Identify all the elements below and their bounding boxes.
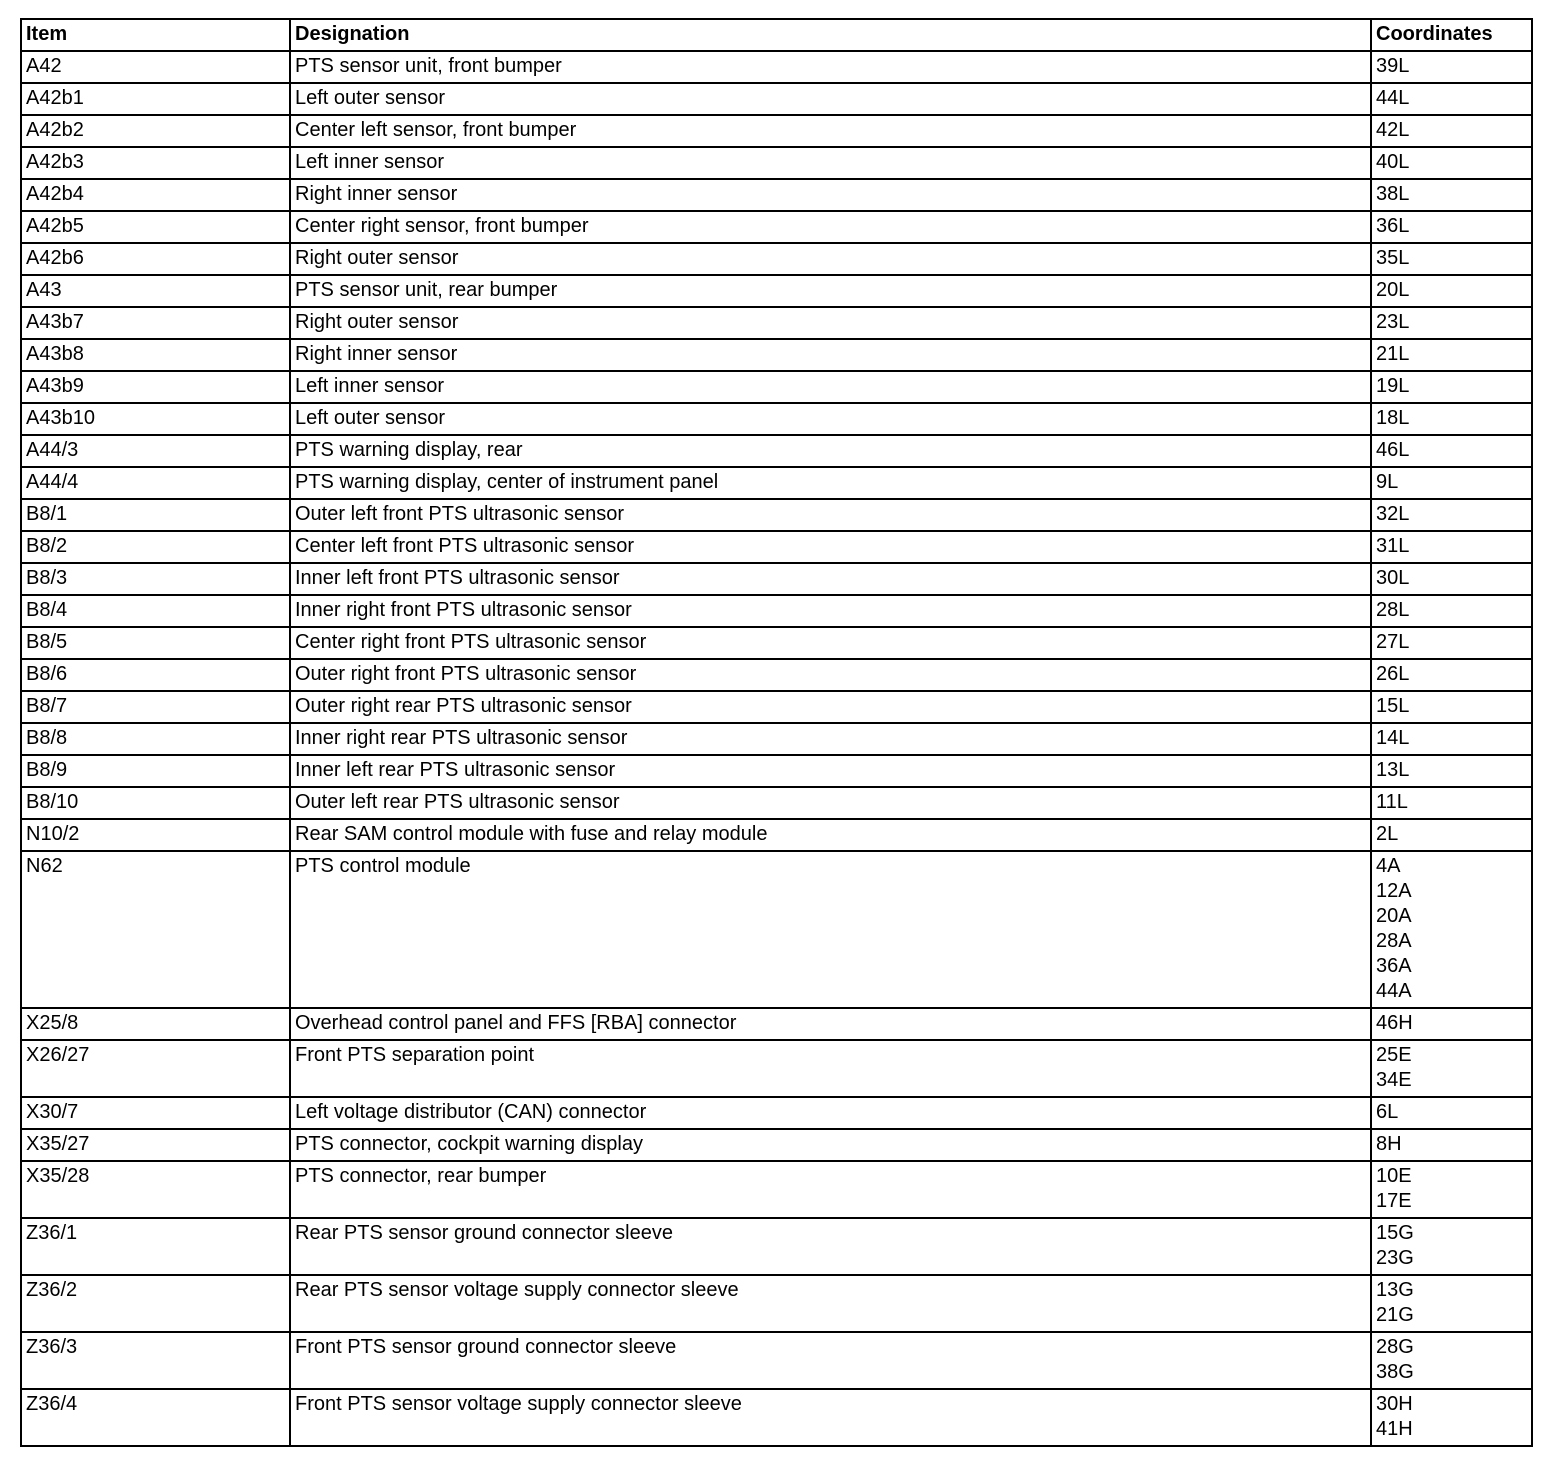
table-row xyxy=(21,339,1532,371)
coordinates-cell xyxy=(1371,115,1532,147)
designation-cell: Front PTS separation point xyxy=(290,1040,1371,1097)
coordinates-cell xyxy=(1371,851,1532,1008)
header-designation: Designation xyxy=(290,19,1371,51)
coordinates-cell xyxy=(1371,1275,1532,1332)
designation-cell: Outer left front PTS ultrasonic sensor xyxy=(290,499,1371,531)
item-cell: X25/8 xyxy=(21,1008,290,1040)
table-row xyxy=(21,243,1532,275)
item-cell: B8/10 xyxy=(21,787,290,819)
table-row xyxy=(21,1161,1532,1218)
coordinate-value: 30L xyxy=(1376,567,1410,589)
coordinates-cell xyxy=(1371,563,1532,595)
designation-cell: Left inner sensor xyxy=(290,371,1371,403)
coordinates-cell xyxy=(1371,691,1532,723)
coordinates-cell xyxy=(1371,1040,1532,1097)
coordinate-value: 15G xyxy=(1376,1222,1414,1244)
item-cell: X26/27 xyxy=(21,1040,290,1097)
designation-cell: Right outer sensor xyxy=(290,243,1371,275)
coordinates-cell xyxy=(1371,1218,1532,1275)
coordinates-cell xyxy=(1371,787,1532,819)
coordinate-value: 46L xyxy=(1376,439,1410,461)
coordinates-cell xyxy=(1371,1129,1532,1161)
table-body xyxy=(21,51,1532,1446)
header-item: Item xyxy=(21,19,290,51)
coordinate-value: 36A xyxy=(1376,955,1412,977)
item-cell: B8/8 xyxy=(21,723,290,755)
item-cell: Z36/1 xyxy=(21,1218,290,1275)
item-cell: B8/1 xyxy=(21,499,290,531)
table-row xyxy=(21,1332,1532,1389)
coordinate-value: 15L xyxy=(1376,695,1410,717)
table-row xyxy=(21,531,1532,563)
table-row xyxy=(21,723,1532,755)
designation-cell: Left inner sensor xyxy=(290,147,1371,179)
coordinate-value: 10E xyxy=(1376,1165,1412,1187)
item-cell: A43b8 xyxy=(21,339,290,371)
item-cell: A42b2 xyxy=(21,115,290,147)
item-cell: Z36/3 xyxy=(21,1332,290,1389)
coordinate-value: 21G xyxy=(1376,1304,1414,1326)
coordinate-value: 46H xyxy=(1376,1012,1413,1034)
item-cell: Z36/4 xyxy=(21,1389,290,1446)
coordinates-cell xyxy=(1371,1332,1532,1389)
item-cell: B8/9 xyxy=(21,755,290,787)
coordinate-value: 17E xyxy=(1376,1190,1412,1212)
item-cell: N10/2 xyxy=(21,819,290,851)
coordinates-cell xyxy=(1371,659,1532,691)
coordinates-cell xyxy=(1371,499,1532,531)
item-cell: A43b10 xyxy=(21,403,290,435)
designation-cell: Right outer sensor xyxy=(290,307,1371,339)
coordinates-cell xyxy=(1371,1161,1532,1218)
coordinate-value: 30H xyxy=(1376,1393,1413,1415)
item-cell: A43b9 xyxy=(21,371,290,403)
table-row xyxy=(21,499,1532,531)
designation-cell: Center left sensor, front bumper xyxy=(290,115,1371,147)
item-cell: B8/2 xyxy=(21,531,290,563)
coordinate-value: 23G xyxy=(1376,1247,1414,1269)
designation-cell: Left outer sensor xyxy=(290,83,1371,115)
designation-cell: Center left front PTS ultrasonic sensor xyxy=(290,531,1371,563)
coordinates-cell xyxy=(1371,51,1532,83)
table-row xyxy=(21,371,1532,403)
item-cell: A44/4 xyxy=(21,467,290,499)
coordinates-cell xyxy=(1371,819,1532,851)
item-cell: A42b1 xyxy=(21,83,290,115)
coordinate-value: 40L xyxy=(1376,151,1410,173)
coordinate-value: 27L xyxy=(1376,631,1410,653)
table-row xyxy=(21,1097,1532,1129)
coordinates-cell xyxy=(1371,83,1532,115)
table-row xyxy=(21,659,1532,691)
coordinates-cell xyxy=(1371,1389,1532,1446)
designation-cell: PTS sensor unit, rear bumper xyxy=(290,275,1371,307)
designation-cell: Center right front PTS ultrasonic sensor xyxy=(290,627,1371,659)
coordinate-value: 38G xyxy=(1376,1361,1414,1383)
coordinates-cell xyxy=(1371,1008,1532,1040)
coordinates-cell xyxy=(1371,307,1532,339)
coordinate-value: 28L xyxy=(1376,599,1410,621)
item-cell: A42b4 xyxy=(21,179,290,211)
table-row xyxy=(21,435,1532,467)
table-row xyxy=(21,1129,1532,1161)
coordinates-cell xyxy=(1371,1097,1532,1129)
designation-cell: PTS sensor unit, front bumper xyxy=(290,51,1371,83)
coordinate-value: 38L xyxy=(1376,183,1410,205)
coordinate-value: 35L xyxy=(1376,247,1410,269)
designation-cell: Right inner sensor xyxy=(290,179,1371,211)
designation-cell: PTS connector, cockpit warning display xyxy=(290,1129,1371,1161)
table-row xyxy=(21,851,1532,1008)
item-cell: B8/5 xyxy=(21,627,290,659)
designation-cell: Front PTS sensor ground connector sleeve xyxy=(290,1332,1371,1389)
table-row xyxy=(21,1389,1532,1446)
coordinate-value: 31L xyxy=(1376,535,1410,557)
coordinates-cell xyxy=(1371,275,1532,307)
item-cell: Z36/2 xyxy=(21,1275,290,1332)
item-cell: A42b3 xyxy=(21,147,290,179)
designation-cell: PTS warning display, rear xyxy=(290,435,1371,467)
designation-cell: Rear PTS sensor voltage supply connector sleeve xyxy=(290,1275,1371,1332)
table-row xyxy=(21,275,1532,307)
item-cell: B8/6 xyxy=(21,659,290,691)
coordinates-cell xyxy=(1371,627,1532,659)
coordinate-value: 21L xyxy=(1376,343,1410,365)
table-row xyxy=(21,1275,1532,1332)
coordinate-value: 44A xyxy=(1376,980,1412,1002)
coordinates-cell xyxy=(1371,371,1532,403)
coordinates-cell xyxy=(1371,179,1532,211)
table-row xyxy=(21,755,1532,787)
designation-cell: Inner left rear PTS ultrasonic sensor xyxy=(290,755,1371,787)
coordinate-value: 28A xyxy=(1376,930,1412,952)
coordinate-value: 23L xyxy=(1376,311,1410,333)
coordinates-cell xyxy=(1371,339,1532,371)
designation-cell: Outer left rear PTS ultrasonic sensor xyxy=(290,787,1371,819)
item-cell: A43b7 xyxy=(21,307,290,339)
coordinate-value: 36L xyxy=(1376,215,1410,237)
table-row xyxy=(21,1218,1532,1275)
table-row xyxy=(21,147,1532,179)
header-coordinates: Coordinates xyxy=(1371,19,1532,51)
coordinate-value: 34E xyxy=(1376,1069,1412,1091)
designation-cell: PTS connector, rear bumper xyxy=(290,1161,1371,1218)
coordinate-value: 28G xyxy=(1376,1336,1414,1358)
table-row xyxy=(21,627,1532,659)
item-cell: A43 xyxy=(21,275,290,307)
designation-cell: Front PTS sensor voltage supply connector sleeve xyxy=(290,1389,1371,1446)
coordinate-value: 11L xyxy=(1376,791,1408,813)
table-row xyxy=(21,1008,1532,1040)
coordinate-value: 13L xyxy=(1376,759,1410,781)
coordinates-cell xyxy=(1371,243,1532,275)
coordinate-value: 18L xyxy=(1376,407,1410,429)
coordinate-value: 26L xyxy=(1376,663,1410,685)
coordinate-value: 8H xyxy=(1376,1133,1402,1155)
coordinates-cell xyxy=(1371,723,1532,755)
item-cell: B8/4 xyxy=(21,595,290,627)
designation-cell: Inner right front PTS ultrasonic sensor xyxy=(290,595,1371,627)
coordinates-cell xyxy=(1371,147,1532,179)
coordinate-value: 14L xyxy=(1376,727,1410,749)
table-row xyxy=(21,819,1532,851)
designation-cell: Left outer sensor xyxy=(290,403,1371,435)
table-row xyxy=(21,595,1532,627)
table-row xyxy=(21,563,1532,595)
coordinate-value: 41H xyxy=(1376,1418,1413,1440)
item-cell: X30/7 xyxy=(21,1097,290,1129)
header-row xyxy=(21,19,1532,51)
item-cell: B8/3 xyxy=(21,563,290,595)
coordinate-value: 13G xyxy=(1376,1279,1414,1301)
coordinates-cell xyxy=(1371,467,1532,499)
item-cell: X35/28 xyxy=(21,1161,290,1218)
coordinates-cell xyxy=(1371,211,1532,243)
coordinate-value: 25E xyxy=(1376,1044,1412,1066)
designation-cell: Inner right rear PTS ultrasonic sensor xyxy=(290,723,1371,755)
designation-cell: Left voltage distributor (CAN) connector xyxy=(290,1097,1371,1129)
table-row xyxy=(21,211,1532,243)
coordinate-value: 9L xyxy=(1376,471,1399,493)
designation-cell: Inner left front PTS ultrasonic sensor xyxy=(290,563,1371,595)
designation-cell: Rear SAM control module with fuse and relay module xyxy=(290,819,1371,851)
coordinate-value: 42L xyxy=(1376,119,1410,141)
item-cell: A42b5 xyxy=(21,211,290,243)
designation-cell: Center right sensor, front bumper xyxy=(290,211,1371,243)
table-row xyxy=(21,1040,1532,1097)
coordinate-value: 12A xyxy=(1376,880,1412,902)
coordinate-value: 19L xyxy=(1376,375,1410,397)
item-cell: A44/3 xyxy=(21,435,290,467)
coordinates-cell xyxy=(1371,755,1532,787)
table-row xyxy=(21,787,1532,819)
item-cell: A42b6 xyxy=(21,243,290,275)
designation-cell: Rear PTS sensor ground connector sleeve xyxy=(290,1218,1371,1275)
table-row xyxy=(21,115,1532,147)
coordinates-cell xyxy=(1371,595,1532,627)
table-row xyxy=(21,51,1532,83)
table-row xyxy=(21,83,1532,115)
designation-cell: PTS control module xyxy=(290,851,1371,1008)
item-cell: B8/7 xyxy=(21,691,290,723)
designation-cell: PTS warning display, center of instrument panel xyxy=(290,467,1371,499)
designation-cell: Outer right front PTS ultrasonic sensor xyxy=(290,659,1371,691)
item-cell: A42 xyxy=(21,51,290,83)
designation-cell: Right inner sensor xyxy=(290,339,1371,371)
coordinate-value: 32L xyxy=(1376,503,1410,525)
table-row xyxy=(21,179,1532,211)
coordinates-cell xyxy=(1371,403,1532,435)
item-cell: X35/27 xyxy=(21,1129,290,1161)
coordinate-value: 44L xyxy=(1376,87,1410,109)
coordinate-value: 6L xyxy=(1376,1101,1399,1123)
coordinates-cell xyxy=(1371,435,1532,467)
designation-cell: Outer right rear PTS ultrasonic sensor xyxy=(290,691,1371,723)
item-cell: N62 xyxy=(21,851,290,1008)
table-row xyxy=(21,691,1532,723)
coordinate-value: 39L xyxy=(1376,55,1410,77)
coordinate-value: 2L xyxy=(1376,823,1399,845)
coordinate-value: 4A xyxy=(1376,855,1401,877)
table-row xyxy=(21,307,1532,339)
coordinate-value: 20A xyxy=(1376,905,1412,927)
coordinates-cell xyxy=(1371,531,1532,563)
designation-cell: Overhead control panel and FFS [RBA] connector xyxy=(290,1008,1371,1040)
table-row xyxy=(21,403,1532,435)
table-row xyxy=(21,467,1532,499)
component-table xyxy=(20,18,1533,1447)
coordinate-value: 20L xyxy=(1376,279,1410,301)
